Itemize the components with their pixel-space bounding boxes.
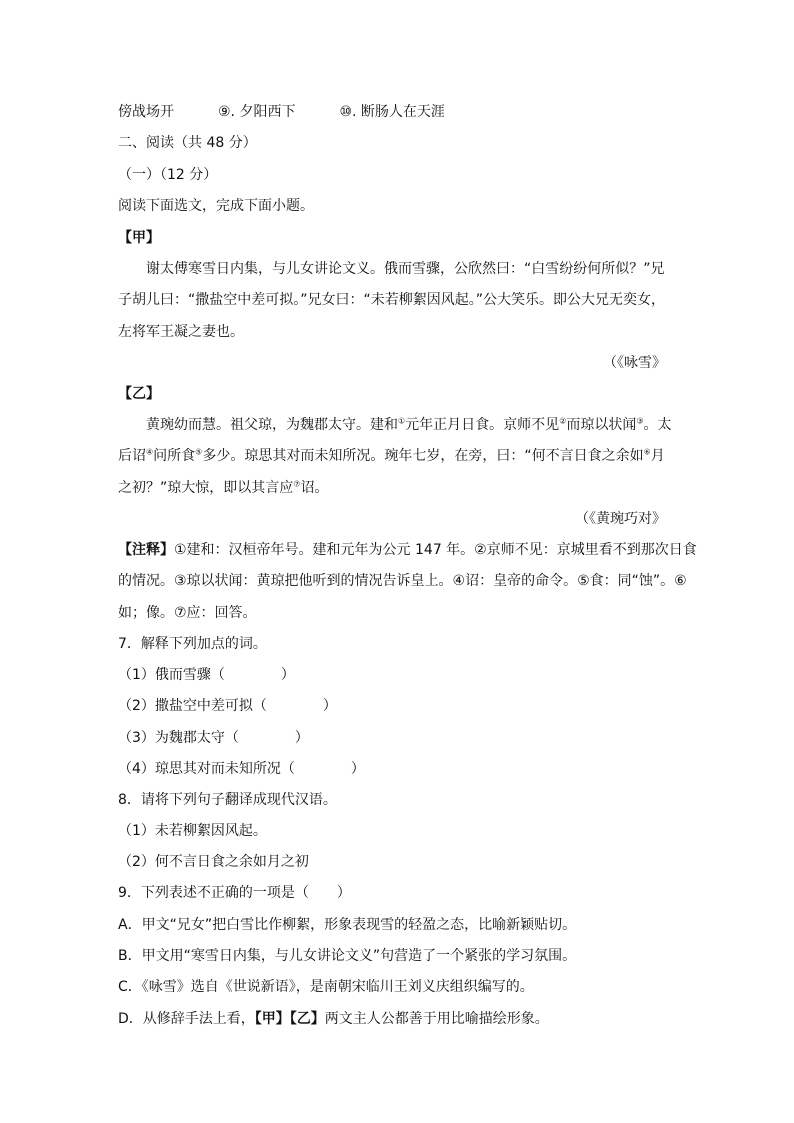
passage-yi-source: （《黄琬巧对》 xyxy=(575,511,666,527)
passage-yi-line: 之初？”琼大惊，即以其言应⑦诏。 xyxy=(118,479,329,496)
question-9: 9．下列表述不正确的一项是（ ） xyxy=(118,885,351,901)
question-8: 8．请将下列句子翻译成现代汉语。 xyxy=(118,792,337,808)
answer-9: ⑨. 夕阳西下 xyxy=(218,104,296,120)
passage-yi-line: 黄琬幼而慧。祖父琼，为魏郡太守。建和①元年正月日食。京师不见②而琼以状闻③。太 xyxy=(146,416,672,433)
passage-yi-label: 【乙】 xyxy=(118,386,160,402)
passage-jia-line: 左将军王凝之妻也。 xyxy=(118,324,244,340)
note-marker: ⑤ xyxy=(195,447,203,457)
passage-jia-line: 子胡儿曰：“撒盐空中差可拟。”兄女曰：“未若柳絮因风起。”公大笑乐。即公大兄无奕女， xyxy=(118,292,666,308)
part-heading: （一）（12 分） xyxy=(118,167,218,183)
note-marker: ⑦ xyxy=(293,479,301,489)
instruction-text: 阅读下面选文，完成下面小题。 xyxy=(118,198,314,214)
notes-line: 的情况。③琼以状闻：黄琼把他听到的情况告诉皇上。④诏：皇帝的命令。⑤食：同“蚀”。⑥ xyxy=(118,573,687,589)
question-9-option: C．《咏雪》选自《世说新语》，是南朝宋临川王刘义庆组织编写的。 xyxy=(118,979,534,995)
notes-line: 【注释】①建和：汉桓帝年号。建和元年为公元 147 年。②京师不见：京城里看不到那次日食 xyxy=(118,542,697,558)
passage-yi-line: 后诏④问所食⑤多少。琼思其对而未知所况。琬年七岁，在旁，曰：“何不言日食之余如⑥月 xyxy=(118,447,665,464)
passage-jia-line: 谢太傅寒雪日内集，与儿女讲论文义。俄而雪骤，公欣然曰：“白雪纷纷何所似？”兄 xyxy=(146,261,665,277)
question-7-item: （2）撒盐空中差可拟（ ） xyxy=(118,698,337,714)
note-marker: ① xyxy=(398,416,406,426)
passage-jia-label: 【甲】 xyxy=(118,230,160,246)
question-9-option: A．甲文“兄女”把白雪比作柳絮，形象表现雪的轻盈之态，比喻新颖贴切。 xyxy=(118,917,577,933)
note-marker: ③ xyxy=(636,416,644,426)
note-marker: ② xyxy=(559,416,567,426)
question-7-item: （1）俄而雪骤（ ） xyxy=(118,667,295,683)
answer-10: ⑩. 断肠人在天涯 xyxy=(339,104,445,120)
question-7-item: （4）琼思其对而未知所况（ ） xyxy=(118,761,365,777)
question-9-option: D．从修辞手法上看，【甲】【乙】两文主人公都善于用比喻描绘形象。 xyxy=(118,1011,549,1027)
question-7-item: （3）为魏郡太守（ ） xyxy=(118,730,309,746)
notes-line: 如；像。⑦应：回答。 xyxy=(118,605,257,621)
answer-fragment: 傍战场开 xyxy=(118,104,174,120)
question-9-option: B．甲文用“寒雪日内集，与儿女讲论文义”句营造了一个紧张的学习氛围。 xyxy=(118,948,577,964)
question-8-item: （2）何不言日食之余如月之初 xyxy=(118,854,309,870)
notes-label: 【注释】 xyxy=(118,542,174,558)
note-marker: ⑥ xyxy=(643,447,651,457)
question-8-item: （1）未若柳絮因风起。 xyxy=(118,823,267,839)
passage-jia-source: （《咏雪》 xyxy=(603,355,666,371)
answer-line-top xyxy=(118,103,445,121)
section-heading: 二、阅读（共 48 分） xyxy=(118,135,257,151)
question-7: 7．解释下列加点的词。 xyxy=(118,636,267,652)
note-marker: ④ xyxy=(146,447,154,457)
